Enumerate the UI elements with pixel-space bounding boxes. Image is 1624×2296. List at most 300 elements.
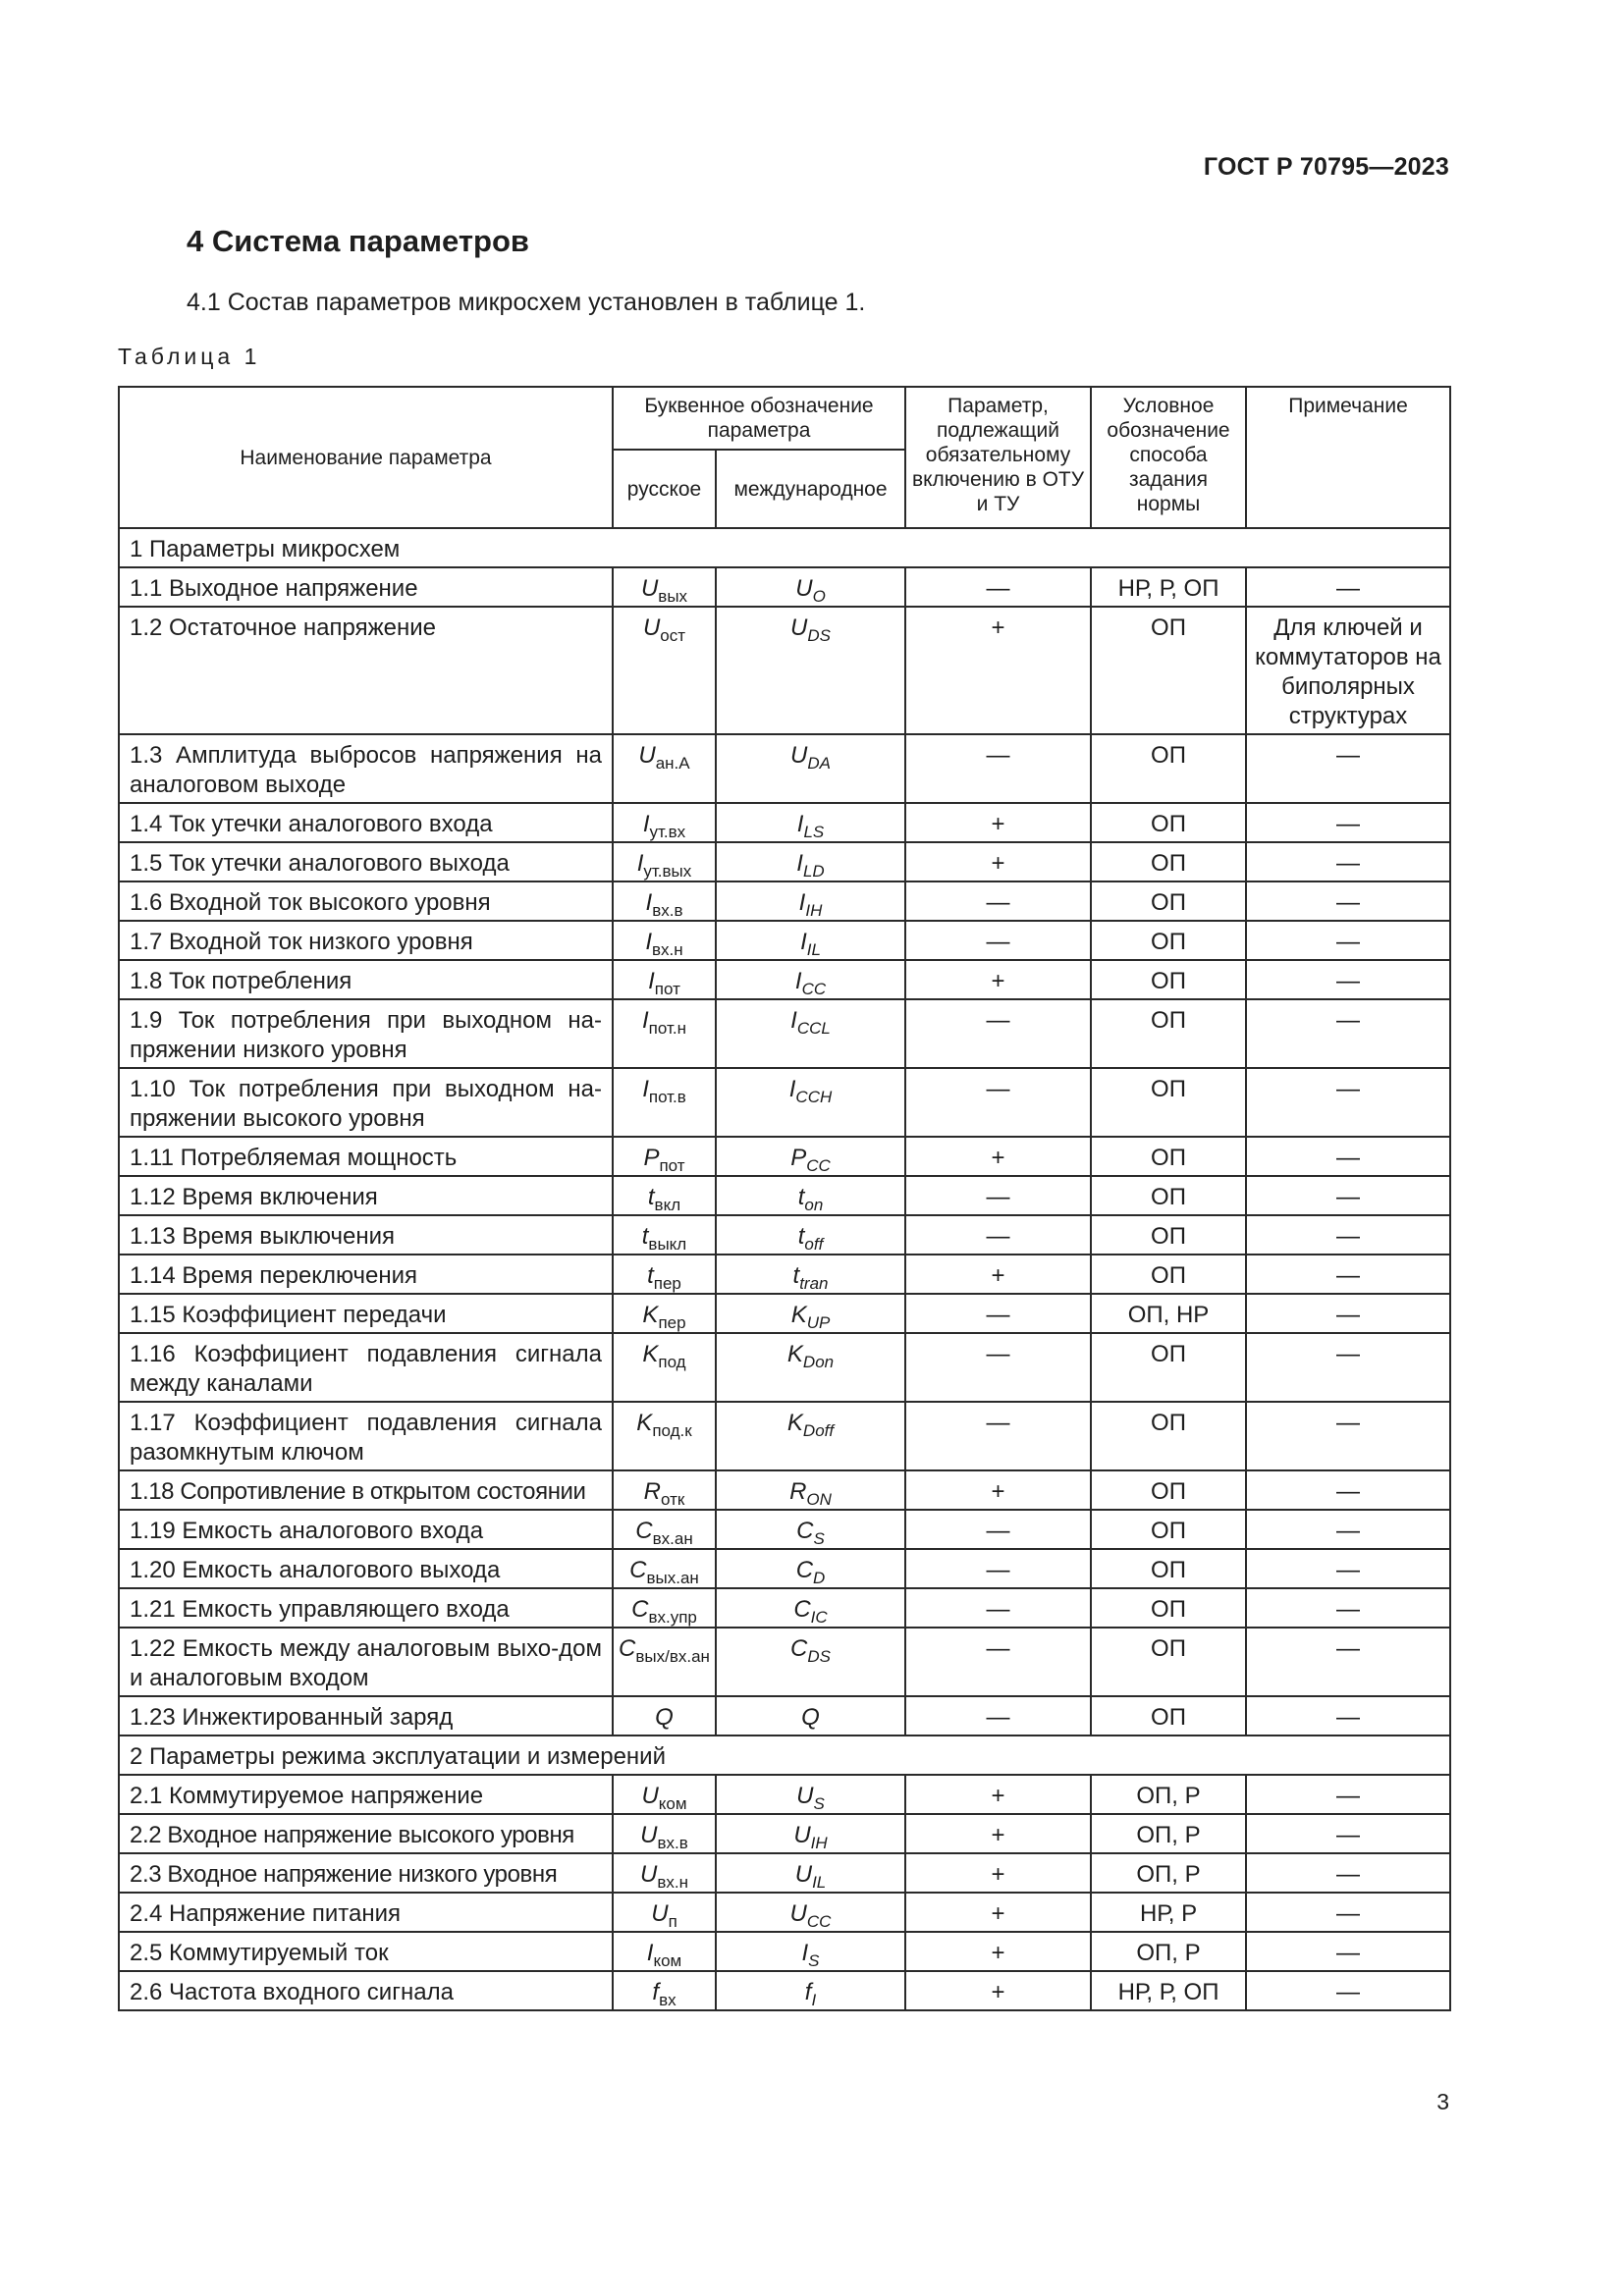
designation-russian bbox=[613, 1628, 716, 1696]
parameter-name: 1.12 Время включения bbox=[119, 1176, 613, 1215]
note: — bbox=[1246, 1971, 1450, 2010]
norm-method: ОП bbox=[1091, 1588, 1246, 1628]
intro-paragraph: 4.1 Состав параметров микросхем установлен в таблице 1. bbox=[187, 289, 866, 316]
mandatory-flag: + bbox=[905, 842, 1091, 881]
header-mandatory: Параметр, подлежащий обязательному включению в ОТУ и ТУ bbox=[905, 387, 1091, 528]
designation-international bbox=[716, 1510, 905, 1549]
parameter-name: 1.23 Инжектированный заряд bbox=[119, 1696, 613, 1735]
designation-russian bbox=[613, 1814, 716, 1853]
symbol-subscript: вх.в bbox=[652, 901, 683, 920]
symbol-main: K bbox=[786, 1341, 803, 1367]
table-row bbox=[119, 1628, 1450, 1696]
designation-international bbox=[716, 567, 905, 607]
table-row bbox=[119, 1402, 1450, 1470]
table-row bbox=[119, 1549, 1450, 1588]
header-name: Наименование параметра bbox=[119, 387, 613, 528]
mandatory-flag: + bbox=[905, 1853, 1091, 1893]
note: — bbox=[1246, 1402, 1450, 1470]
symbol-subscript: S bbox=[808, 1951, 820, 1970]
parameter-name: 1.7 Входной ток низкого уровня bbox=[119, 921, 613, 960]
mandatory-flag: — bbox=[905, 1510, 1091, 1549]
mandatory-flag: + bbox=[905, 1470, 1091, 1510]
designation-international bbox=[716, 1893, 905, 1932]
parameter-name: 1.19 Емкость аналогового входа bbox=[119, 1510, 613, 1549]
designation-international bbox=[716, 842, 905, 881]
symbol-main: I bbox=[642, 1007, 649, 1034]
symbol-main: C bbox=[629, 1557, 647, 1583]
mandatory-flag: + bbox=[905, 607, 1091, 734]
mandatory-flag: — bbox=[905, 1628, 1091, 1696]
symbol-main: U bbox=[640, 1861, 658, 1888]
note: — bbox=[1246, 1696, 1450, 1735]
norm-method: ОП bbox=[1091, 842, 1246, 881]
symbol-subscript: O bbox=[812, 587, 826, 606]
symbol-subscript: вкл bbox=[654, 1196, 681, 1214]
symbol-subscript: под.к bbox=[652, 1421, 692, 1440]
designation-russian bbox=[613, 842, 716, 881]
symbol-subscript: пот.н bbox=[648, 1019, 686, 1038]
symbol-subscript: ут.вых bbox=[643, 862, 692, 881]
symbol-subscript: отк bbox=[661, 1490, 685, 1509]
symbol-main: U bbox=[642, 614, 661, 641]
designation-international bbox=[716, 803, 905, 842]
note: — bbox=[1246, 1510, 1450, 1549]
designation-russian bbox=[613, 921, 716, 960]
designation-russian bbox=[613, 1893, 716, 1932]
note: — bbox=[1246, 921, 1450, 960]
symbol-main: C bbox=[793, 1596, 811, 1623]
symbol-subscript: off bbox=[804, 1235, 824, 1254]
note: — bbox=[1246, 1775, 1450, 1814]
symbol-main: I bbox=[796, 811, 804, 837]
symbol-subscript: I bbox=[811, 1991, 817, 2009]
table-row bbox=[119, 803, 1450, 842]
note: — bbox=[1246, 1176, 1450, 1215]
parameter-name: 1.18 Сопротивление в открытом состоянии bbox=[119, 1470, 613, 1510]
designation-international bbox=[716, 1294, 905, 1333]
symbol-subscript: IC bbox=[810, 1608, 828, 1627]
designation-russian bbox=[613, 1696, 716, 1735]
symbol-subscript: CCL bbox=[796, 1019, 831, 1038]
note: — bbox=[1246, 1137, 1450, 1176]
symbol-main: U bbox=[793, 1822, 811, 1848]
note: — bbox=[1246, 803, 1450, 842]
designation-russian bbox=[613, 1510, 716, 1549]
symbol-main: U bbox=[790, 614, 808, 641]
header-international: международное bbox=[716, 450, 905, 528]
parameter-name: 1.17 Коэффициент подавления сигнала разомкнутым ключом bbox=[119, 1402, 613, 1470]
symbol-main: K bbox=[642, 1341, 659, 1367]
parameter-name: 1.13 Время выключения bbox=[119, 1215, 613, 1255]
designation-international bbox=[716, 1932, 905, 1971]
designation-international bbox=[716, 1068, 905, 1137]
section-title-cell: 1 Параметры микросхем bbox=[119, 528, 1450, 567]
note: — bbox=[1246, 1549, 1450, 1588]
table-row bbox=[119, 960, 1450, 999]
symbol-subscript: выкл bbox=[648, 1235, 687, 1254]
symbol-main: U bbox=[640, 1822, 658, 1848]
symbol-main: P bbox=[643, 1145, 660, 1171]
symbol-main: t bbox=[647, 1262, 654, 1289]
designation-international bbox=[716, 734, 905, 803]
table-row bbox=[119, 1255, 1450, 1294]
table-body bbox=[119, 528, 1450, 2010]
symbol-subscript: пот.в bbox=[648, 1088, 686, 1106]
section-row bbox=[119, 1735, 1450, 1775]
symbol-main: U bbox=[789, 1900, 807, 1927]
table-row bbox=[119, 567, 1450, 607]
designation-russian bbox=[613, 1470, 716, 1510]
parameter-name: 1.15 Коэффициент передачи bbox=[119, 1294, 613, 1333]
symbol-subscript: ком bbox=[658, 1794, 687, 1813]
norm-method: ОП, Р bbox=[1091, 1775, 1246, 1814]
symbol-subscript: DS bbox=[807, 626, 831, 645]
symbol-main: I bbox=[645, 889, 653, 916]
designation-international bbox=[716, 1814, 905, 1853]
designation-international bbox=[716, 1137, 905, 1176]
symbol-subscript: под bbox=[658, 1353, 686, 1371]
symbol-subscript: Doff bbox=[802, 1421, 835, 1440]
parameter-name: 1.4 Ток утечки аналогового входа bbox=[119, 803, 613, 842]
symbol-main: I bbox=[790, 1007, 797, 1034]
table-row bbox=[119, 1510, 1450, 1549]
designation-russian bbox=[613, 881, 716, 921]
symbol-main: I bbox=[642, 811, 650, 837]
header-designation: Буквенное обозначение параметра bbox=[613, 387, 905, 450]
norm-method: ОП bbox=[1091, 1215, 1246, 1255]
symbol-subscript: вых bbox=[658, 587, 688, 606]
designation-international bbox=[716, 1215, 905, 1255]
symbol-main: f bbox=[652, 1979, 660, 2005]
symbol-main: K bbox=[636, 1410, 653, 1436]
parameter-name: 1.20 Емкость аналогового выхода bbox=[119, 1549, 613, 1588]
symbol-main: U bbox=[638, 742, 656, 769]
parameter-name: 2.5 Коммутируемый ток bbox=[119, 1932, 613, 1971]
symbol-subscript: CC bbox=[801, 980, 827, 998]
mandatory-flag: — bbox=[905, 1549, 1091, 1588]
note: — bbox=[1246, 999, 1450, 1068]
norm-method: ОП, Р bbox=[1091, 1932, 1246, 1971]
page-number: 3 bbox=[1436, 2089, 1449, 2114]
designation-international bbox=[716, 1176, 905, 1215]
table-row bbox=[119, 1215, 1450, 1255]
symbol-main: t bbox=[647, 1184, 655, 1210]
symbol-subscript: пот bbox=[654, 980, 680, 998]
parameter-name: 2.3 Входное напряжение низкого уровня bbox=[119, 1853, 613, 1893]
symbol-main: C bbox=[796, 1518, 814, 1544]
symbol-subscript: вх.н bbox=[652, 940, 683, 959]
note: Для ключей и коммутаторов на биполярных структурах bbox=[1246, 607, 1450, 734]
symbol-main: I bbox=[798, 889, 806, 916]
norm-method: НР, Р bbox=[1091, 1893, 1246, 1932]
mandatory-flag: — bbox=[905, 921, 1091, 960]
norm-method: ОП bbox=[1091, 999, 1246, 1068]
symbol-main: C bbox=[795, 1557, 814, 1583]
table-row bbox=[119, 1068, 1450, 1137]
symbol-subscript: вх.упр bbox=[648, 1608, 697, 1627]
designation-international bbox=[716, 1853, 905, 1893]
symbol-subscript: UP bbox=[806, 1313, 831, 1332]
norm-method: ОП bbox=[1091, 607, 1246, 734]
symbol-main: I bbox=[645, 929, 652, 955]
symbol-main: P bbox=[790, 1145, 807, 1171]
parameter-name: 1.16 Коэффициент подавления сигнала между каналами bbox=[119, 1333, 613, 1402]
note: — bbox=[1246, 1255, 1450, 1294]
mandatory-flag: + bbox=[905, 960, 1091, 999]
designation-international bbox=[716, 960, 905, 999]
designation-russian bbox=[613, 567, 716, 607]
note: — bbox=[1246, 1068, 1450, 1137]
symbol-main: U bbox=[794, 1861, 813, 1888]
mandatory-flag: — bbox=[905, 1176, 1091, 1215]
table-row bbox=[119, 1137, 1450, 1176]
mandatory-flag: — bbox=[905, 1696, 1091, 1735]
table-row bbox=[119, 1775, 1450, 1814]
note: — bbox=[1246, 1853, 1450, 1893]
note: — bbox=[1246, 842, 1450, 881]
designation-russian bbox=[613, 1775, 716, 1814]
parameter-name: 1.3 Амплитуда выбросов напряжения на аналоговом выходе bbox=[119, 734, 613, 803]
designation-russian bbox=[613, 1971, 716, 2010]
note: — bbox=[1246, 1932, 1450, 1971]
designation-russian bbox=[613, 1549, 716, 1588]
symbol-main: I bbox=[801, 1940, 809, 1966]
mandatory-flag: + bbox=[905, 1137, 1091, 1176]
parameters-table bbox=[118, 386, 1451, 2011]
note: — bbox=[1246, 1294, 1450, 1333]
note: — bbox=[1246, 1628, 1450, 1696]
symbol-main: U bbox=[640, 575, 659, 602]
mandatory-flag: — bbox=[905, 999, 1091, 1068]
note: — bbox=[1246, 1814, 1450, 1853]
designation-russian bbox=[613, 1137, 716, 1176]
symbol-subscript: ан.А bbox=[655, 754, 690, 773]
symbol-main: C bbox=[790, 1635, 808, 1662]
symbol-main: K bbox=[790, 1302, 807, 1328]
designation-russian bbox=[613, 803, 716, 842]
designation-russian bbox=[613, 1215, 716, 1255]
norm-method: ОП bbox=[1091, 1137, 1246, 1176]
header-row bbox=[119, 387, 1450, 450]
norm-method: ОП bbox=[1091, 1255, 1246, 1294]
parameter-name: 1.22 Емкость между аналоговым выхо-дом и аналоговым входом bbox=[119, 1628, 613, 1696]
mandatory-flag: + bbox=[905, 1932, 1091, 1971]
parameter-name: 1.11 Потребляемая мощность bbox=[119, 1137, 613, 1176]
parameter-name: 2.1 Коммутируемое напряжение bbox=[119, 1775, 613, 1814]
symbol-subscript: IL bbox=[812, 1873, 827, 1892]
norm-method: ОП bbox=[1091, 734, 1246, 803]
mandatory-flag: + bbox=[905, 1775, 1091, 1814]
symbol-subscript: вх.в bbox=[657, 1834, 688, 1852]
designation-international bbox=[716, 1775, 905, 1814]
mandatory-flag: — bbox=[905, 1588, 1091, 1628]
symbol-main: I bbox=[636, 850, 644, 877]
header-russian: русское bbox=[613, 450, 716, 528]
mandatory-flag: + bbox=[905, 1893, 1091, 1932]
designation-russian bbox=[613, 1932, 716, 1971]
symbol-main: R bbox=[789, 1478, 807, 1505]
designation-russian bbox=[613, 1068, 716, 1137]
norm-method: ОП bbox=[1091, 1696, 1246, 1735]
designation-international bbox=[716, 1549, 905, 1588]
norm-method: ОП bbox=[1091, 1628, 1246, 1696]
symbol-main: t bbox=[641, 1223, 649, 1250]
symbol-main: I bbox=[794, 968, 802, 994]
symbol-main: I bbox=[642, 1076, 649, 1102]
symbol-subscript: ком bbox=[653, 1951, 682, 1970]
symbol-subscript: DA bbox=[807, 754, 831, 773]
symbol-main: f bbox=[804, 1979, 812, 2005]
designation-international bbox=[716, 1696, 905, 1735]
symbol-main: t bbox=[792, 1262, 800, 1289]
parameter-name: 2.2 Входное напряжение высокого уровня bbox=[119, 1814, 613, 1853]
symbol-main: U bbox=[795, 575, 813, 602]
table-row bbox=[119, 1893, 1450, 1932]
section-title-cell: 2 Параметры режима эксплуатации и измерений bbox=[119, 1735, 1450, 1775]
symbol-subscript: вых.ан bbox=[646, 1569, 699, 1587]
symbol-main: K bbox=[642, 1302, 659, 1328]
designation-international bbox=[716, 1470, 905, 1510]
mandatory-flag: — bbox=[905, 1333, 1091, 1402]
designation-international bbox=[716, 607, 905, 734]
mandatory-flag: — bbox=[905, 734, 1091, 803]
designation-russian bbox=[613, 1294, 716, 1333]
parameter-name: 2.6 Частота входного сигнала bbox=[119, 1971, 613, 2010]
norm-method: ОП, НР bbox=[1091, 1294, 1246, 1333]
mandatory-flag: — bbox=[905, 1215, 1091, 1255]
symbol-main: U bbox=[790, 742, 808, 769]
norm-method: ОП bbox=[1091, 881, 1246, 921]
designation-international bbox=[716, 1588, 905, 1628]
note: — bbox=[1246, 1893, 1450, 1932]
designation-international bbox=[716, 1971, 905, 2010]
norm-method: НР, Р, ОП bbox=[1091, 567, 1246, 607]
mandatory-flag: — bbox=[905, 1068, 1091, 1137]
symbol-subscript: вх.ан bbox=[652, 1529, 693, 1548]
symbol-subscript: tran bbox=[799, 1274, 829, 1293]
mandatory-flag: — bbox=[905, 1294, 1091, 1333]
table-row bbox=[119, 881, 1450, 921]
designation-international bbox=[716, 1628, 905, 1696]
symbol-subscript: CCH bbox=[795, 1088, 833, 1106]
symbol-main: C bbox=[619, 1635, 636, 1662]
document-code: ГОСТ Р 70795—2023 bbox=[1203, 153, 1449, 181]
parameter-name: 1.9 Ток потребления при выходном на-пряжении низкого уровня bbox=[119, 999, 613, 1068]
designation-international bbox=[716, 921, 905, 960]
symbol-main: t bbox=[797, 1184, 805, 1210]
norm-method: ОП bbox=[1091, 1402, 1246, 1470]
note: — bbox=[1246, 1333, 1450, 1402]
table-row bbox=[119, 1333, 1450, 1402]
symbol-subscript: IH bbox=[810, 1834, 828, 1852]
header-note: Примечание bbox=[1246, 387, 1450, 528]
symbol-subscript: п bbox=[668, 1912, 677, 1931]
symbol-main: K bbox=[786, 1410, 803, 1436]
table-row bbox=[119, 1294, 1450, 1333]
note: — bbox=[1246, 881, 1450, 921]
symbol-subscript: IH bbox=[805, 901, 823, 920]
table-row bbox=[119, 921, 1450, 960]
note: — bbox=[1246, 1215, 1450, 1255]
table-row bbox=[119, 1696, 1450, 1735]
symbol-main: I bbox=[648, 968, 655, 994]
table-row bbox=[119, 1814, 1450, 1853]
norm-method: ОП bbox=[1091, 921, 1246, 960]
note: — bbox=[1246, 1588, 1450, 1628]
designation-russian bbox=[613, 1853, 716, 1893]
table-caption: Таблица 1 bbox=[118, 344, 261, 369]
designation-russian bbox=[613, 1588, 716, 1628]
norm-method: НР, Р, ОП bbox=[1091, 1971, 1246, 2010]
parameter-name: 1.5 Ток утечки аналогового выхода bbox=[119, 842, 613, 881]
parameter-name: 1.6 Входной ток высокого уровня bbox=[119, 881, 613, 921]
symbol-subscript: вых/вх.ан bbox=[635, 1647, 710, 1666]
mandatory-flag: — bbox=[905, 567, 1091, 607]
designation-russian bbox=[613, 1333, 716, 1402]
norm-method: ОП bbox=[1091, 1549, 1246, 1588]
symbol-subscript: D bbox=[813, 1569, 826, 1587]
designation-russian bbox=[613, 1255, 716, 1294]
note: — bbox=[1246, 960, 1450, 999]
symbol-subscript: S bbox=[813, 1794, 825, 1813]
table-row bbox=[119, 999, 1450, 1068]
designation-international bbox=[716, 1255, 905, 1294]
symbol-subscript: вх.н bbox=[657, 1873, 688, 1892]
symbol-subscript: пер bbox=[653, 1274, 681, 1293]
norm-method: ОП bbox=[1091, 1510, 1246, 1549]
symbol-main: Q bbox=[655, 1704, 674, 1731]
symbol-main: U bbox=[641, 1783, 659, 1809]
parameter-name: 1.21 Емкость управляющего входа bbox=[119, 1588, 613, 1628]
mandatory-flag: + bbox=[905, 1255, 1091, 1294]
parameter-name: 1.10 Ток потребления при выходном на-пряжении высокого уровня bbox=[119, 1068, 613, 1137]
designation-international bbox=[716, 1333, 905, 1402]
symbol-subscript: on bbox=[804, 1196, 824, 1214]
note: — bbox=[1246, 734, 1450, 803]
parameter-name: 1.14 Время переключения bbox=[119, 1255, 613, 1294]
mandatory-flag: + bbox=[905, 803, 1091, 842]
norm-method: ОП, Р bbox=[1091, 1814, 1246, 1853]
symbol-main: C bbox=[635, 1518, 653, 1544]
symbol-main: t bbox=[797, 1223, 805, 1250]
table-row bbox=[119, 1588, 1450, 1628]
parameter-name: 1.2 Остаточное напряжение bbox=[119, 607, 613, 734]
symbol-subscript: Don bbox=[802, 1353, 835, 1371]
symbol-subscript: пот bbox=[659, 1156, 685, 1175]
note: — bbox=[1246, 567, 1450, 607]
section-title: 4 Система параметров bbox=[187, 224, 529, 258]
symbol-subscript: IL bbox=[806, 940, 821, 959]
table-row bbox=[119, 607, 1450, 734]
symbol-subscript: CC bbox=[806, 1156, 831, 1175]
section-row bbox=[119, 528, 1450, 567]
table-row bbox=[119, 1853, 1450, 1893]
symbol-subscript: ост bbox=[660, 626, 686, 645]
designation-russian bbox=[613, 734, 716, 803]
symbol-main: I bbox=[788, 1076, 796, 1102]
norm-method: ОП bbox=[1091, 1470, 1246, 1510]
symbol-subscript: вх bbox=[659, 1991, 677, 2009]
parameter-name: 1.1 Выходное напряжение bbox=[119, 567, 613, 607]
symbol-subscript: DS bbox=[807, 1647, 831, 1666]
symbol-main: U bbox=[651, 1900, 669, 1927]
designation-russian bbox=[613, 960, 716, 999]
parameter-name: 1.8 Ток потребления bbox=[119, 960, 613, 999]
parameter-name: 2.4 Напряжение питания bbox=[119, 1893, 613, 1932]
symbol-main: I bbox=[796, 850, 803, 877]
symbol-main: R bbox=[643, 1478, 662, 1505]
table-row bbox=[119, 842, 1450, 881]
